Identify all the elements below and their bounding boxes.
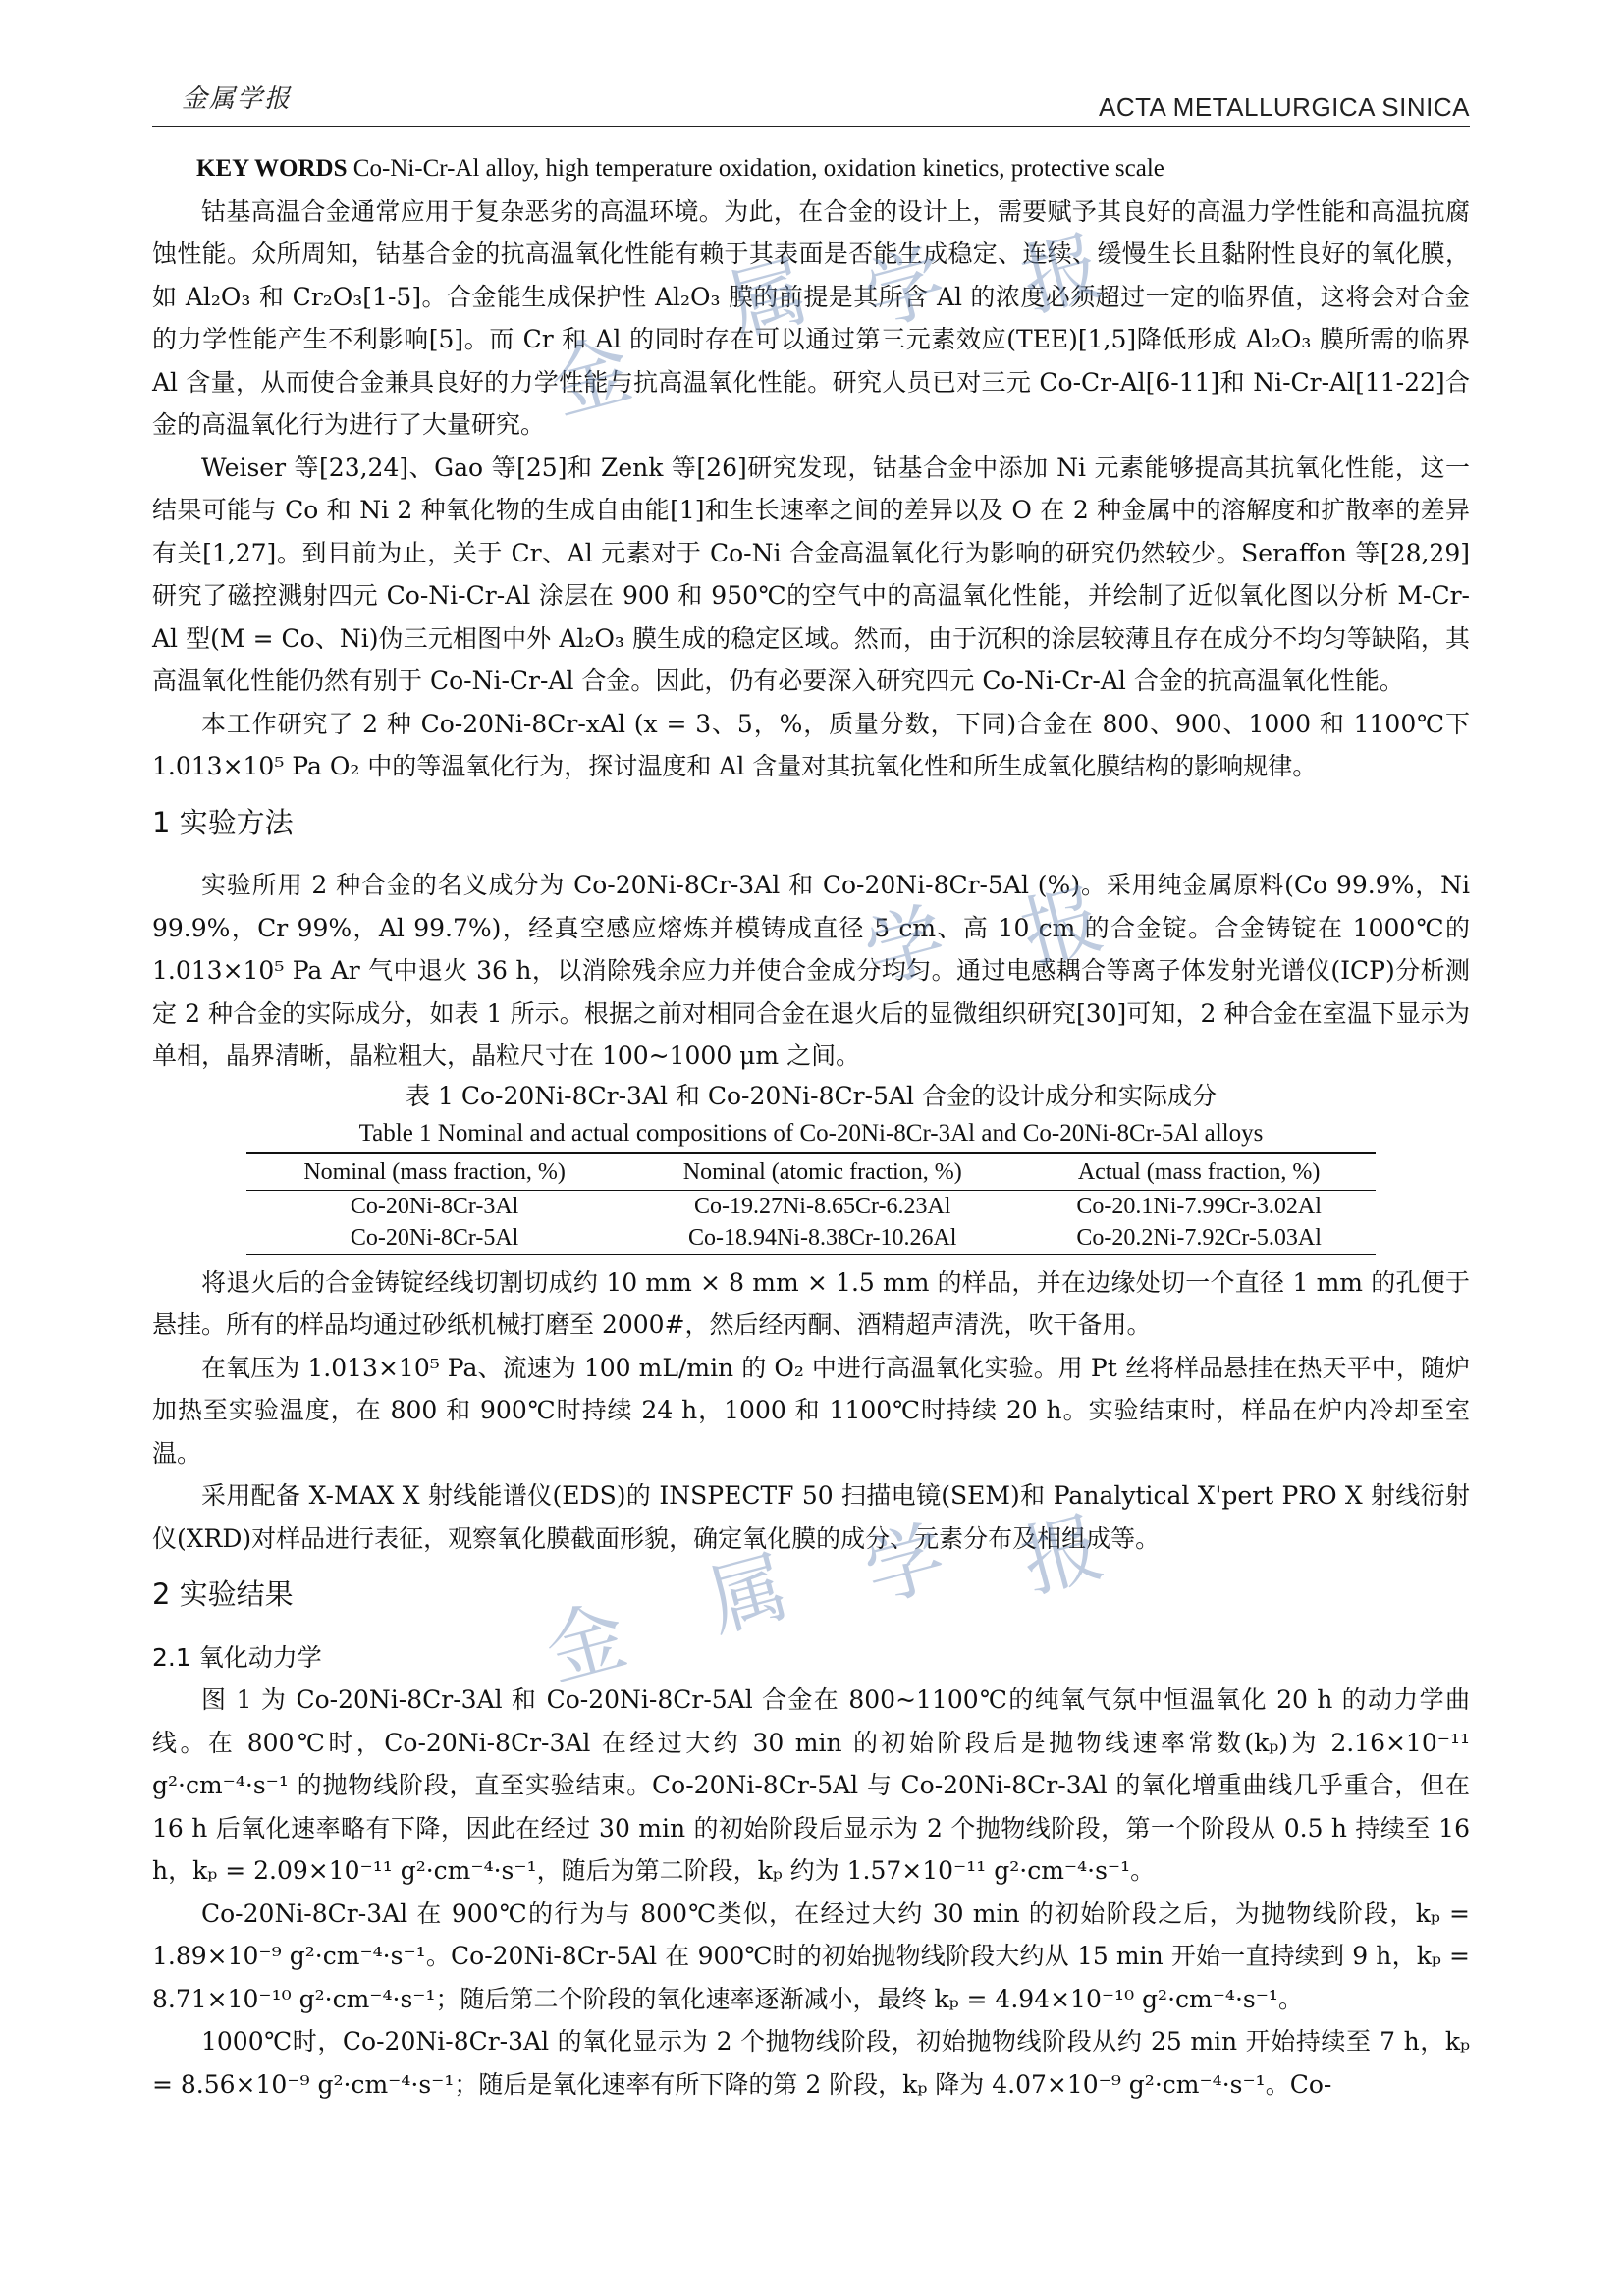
intro-paragraph-2: Weiser 等[23,24]、Gao 等[25]和 Zenk 等[26]研究发现，钴基合金中添加 Ni 元素能够提高其抗氧化性能，这一结果可能与 Co 和 Ni 2 种氧化物的生成自由能[1]和生长速率之间的差异以及 O 在 2 种金属中的溶解度和扩散率的差异有关[1,27]。到目前为止，关于 Cr、Al 元素对于 Co-Ni 合金高温氧化行为影响的研究仍然较少。Seraffon 等[28,29]研究了磁控溅射四元 Co-Ni-Cr-Al 涂层在 900 和 950℃的空气中的高温氧化性能，并绘制了近似氧化图以分析 M-Cr-Al 型(M = Co、Ni)伪三元相图中外 Al₂O₃ 膜生成的稳定区域。然而，由于沉积的涂层较薄且存在成分不均匀等缺陷，其高温氧化性能仍然有别于 Co-Ni-Cr-Al 合金。因此，仍有必要深入研究四元 Co-Ni-Cr-Al 合金的抗高温氧化性能。 (152, 453, 1470, 695)
watermark-char: 属 (698, 1539, 798, 1649)
table-caption-en: Table 1 Nominal and actual compositions of Co-20Ni-8Cr-3Al and Co-20Ni-8Cr-5Al alloys (358, 1119, 1264, 1147)
watermark-char: 报 (1012, 219, 1112, 329)
section-2-1-title: 2.1 氧化动力学 (152, 1642, 322, 1672)
table-cell: Co-20Ni-8Cr-5Al (246, 1222, 623, 1255)
watermark-char: 学 (855, 234, 955, 344)
keywords-text: Co-Ni-Cr-Al alloy, high temperature oxidation, oxidation kinetics, protective scale (347, 155, 1164, 182)
table-header-cell: Nominal (atomic fraction, %) (623, 1153, 1022, 1191)
table-cell: Co-18.94Ni-8.38Cr-10.26Al (623, 1222, 1022, 1255)
section-2-paragraph-3: 1000℃时，Co-20Ni-8Cr-3Al 的氧化显示为 2 个抛物线阶段，初始抛物线阶段从约 25 min 开始持续至 7 h，kₚ = 8.56×10⁻⁹ g²·cm⁻⁴·s⁻¹；随后是氧化速率有所下降的第 2 阶段，kₚ 降为 4.07×10⁻⁹ g²·cm⁻⁴·s⁻¹。Co- (152, 2027, 1470, 2099)
journal-title: ACTA METALLURGICA SINICA (1098, 92, 1470, 122)
table-row (246, 1190, 1376, 1222)
table-header-cell: Actual (mass fraction, %) (1022, 1153, 1376, 1191)
table-cell: Co-19.27Ni-8.65Cr-6.23Al (693, 1193, 951, 1219)
watermark-char: 属 (718, 243, 818, 353)
table-caption-cn: 表 1 Co-20Ni-8Cr-3Al 和 Co-20Ni-8Cr-5Al 合金的设计成分和实际成分 (406, 1081, 1217, 1110)
header-rule (152, 126, 1470, 127)
section-1-paragraph-2: 将退火后的合金铸锭经线切割切成约 10 mm × 8 mm × 1.5 mm 的样品，并在边缘处切一个直径 1 mm 的孔便于悬挂。所有的样品均通过砂纸机械打磨至 2000#，然后经丙酮、酒精超声清洗，吹干备用。 (152, 1267, 1470, 1339)
page-content (152, 147, 1470, 2106)
section-1-paragraph-3: 在氧压为 1.013×10⁵ Pa、流速为 100 mL/min 的 O₂ 中进行高温氧化实验。用 Pt 丝将样品悬挂在热天平中，随炉加热至实验温度，在 800 和 900℃时持续 24 h，1000 和 1100℃时持续 20 h。实验结束时，样品在炉内冷却至室温。 (152, 1353, 1470, 1468)
journal-logo: 金属学报 (182, 84, 293, 114)
table-cell: Co-20.1Ni-7.99Cr-3.02Al (1076, 1193, 1322, 1219)
section-2-paragraph-2: Co-20Ni-8Cr-3Al 在 900℃的行为与 800℃类似，在经过大约 30 min 的初始阶段之后，为抛物线阶段，kₚ = 1.89×10⁻⁹ g²·cm⁻⁴·s⁻¹。Co-20Ni-8Cr-5Al 在 900℃时的初始抛物线阶段大约从 15 min 开始一直持续到 9 h，kₚ = 8.71×10⁻¹⁰ g²·cm⁻⁴·s⁻¹；随后第二个阶段的氧化速率逐渐减小，最终 kₚ = 4.94×10⁻¹⁰ g²·cm⁻⁴·s⁻¹。 (152, 1898, 1470, 2013)
section-1-paragraph-1: 实验所用 2 种合金的名义成分为 Co-20Ni-8Cr-3Al 和 Co-20Ni-8Cr-5Al (%)。采用纯金属原料(Co 99.9%，Ni 99.9%，Cr 99%，Al 99.7%)，经真空感应熔炼并模铸成直径 5 cm、高 10 cm 的合金锭。合金铸锭在 1000℃的 1.013×10⁵ Pa Ar 气中退火 36 h，以消除残余应力并使合金成分均匀。通过电感耦合等离子体发射光谱仪(ICP)分析测定 2 种合金的实际成分，如表 1 所示。根据之前对相同合金在退火后的显微组织研究[30]可知，2 种合金在室温下显示为单相，晶界清晰，晶粒粗大，晶粒尺寸在 100~1000 μm 之间。 (152, 871, 1470, 1070)
keywords-label: KEY WORDS (196, 155, 348, 182)
watermark-char: 金 (536, 1588, 636, 1698)
table-header-cell: Nominal (mass fraction, %) (246, 1153, 623, 1191)
watermark-char: 学 (855, 1510, 955, 1620)
intro-paragraph-3: 本工作研究了 2 种 Co-20Ni-8Cr-xAl (x = 3、5，%，质量分数，下同)合金在 800、900、1000 和 1100℃下 1.013×10⁵ Pa O₂ 中的等温氧化行为，探讨温度和 Al 含量对其抗氧化性和所生成氧化膜结构的影响规律。 (152, 709, 1470, 780)
watermark-char: 报 (1012, 872, 1112, 982)
page-header (152, 71, 1470, 130)
table-cell: Co-20.2Ni-7.92Cr-5.03Al (1022, 1222, 1376, 1255)
table-cell: Co-20Ni-8Cr-3Al (350, 1193, 519, 1219)
section-1-title: 1 实验方法 (152, 805, 294, 839)
section-1-paragraph-4: 采用配备 X-MAX X 射线能谱仪(EDS)的 INSPECTF 50 扫描电镜(SEM)和 Panalytical X'pert PRO X 射线衍射仪(XRD)对样品进行表征，观察氧化膜截面形貌，确定氧化膜的成分、元素分布及相组成等。 (152, 1481, 1470, 1553)
watermark-char: 学 (855, 891, 955, 1001)
watermark-char: 报 (1012, 1500, 1112, 1610)
composition-table (246, 1152, 1376, 1255)
watermark-char: 金 (541, 322, 641, 432)
section-2-title: 2 实验结果 (152, 1577, 294, 1611)
section-2-paragraph-1: 图 1 为 Co-20Ni-8Cr-3Al 和 Co-20Ni-8Cr-5Al 合金在 800~1100℃的纯氧气氛中恒温氧化 20 h 的动力学曲线。在 800℃时，Co-20Ni-8Cr-3Al 在经过大约 30 min 的初始阶段后是抛物线速率常数(kₚ)为 2.16×10⁻¹¹ g²·cm⁻⁴·s⁻¹ 的抛物线阶段，直至实验结束。Co-20Ni-8Cr-5Al 与 Co-20Ni-8Cr-3Al 的氧化增重曲线几乎重合，但在 16 h 后氧化速率略有下降，因此在经过 30 min 的初始阶段后显示为 2 个抛物线阶段，第一个阶段从 0.5 h 持续至 16 h，kₚ = 2.09×10⁻¹¹ g²·cm⁻⁴·s⁻¹，随后为第二阶段，kₚ 约为 1.57×10⁻¹¹ g²·cm⁻⁴·s⁻¹。 (152, 1685, 1470, 1885)
table-row (246, 1222, 1376, 1255)
table-header-row (246, 1153, 1376, 1191)
keywords (152, 147, 1470, 190)
intro-paragraph-1: 钴基高温合金通常应用于复杂恶劣的高温环境。为此，在合金的设计上，需要赋予其良好的高温力学性能和高温抗腐蚀性能。众所周知，钴基合金的抗高温氧化性能有赖于其表面是否能生成稳定、连续、缓慢生长且黏附性良好的氧化膜，如 Al₂O₃ 和 Cr₂O₃[1-5]。合金能生成保护性 Al₂O₃ 膜的前提是其所含 Al 的浓度必须超过一定的临界值，这将会对合金的力学性能产生不利影响[5]。而 Cr 和 Al 的同时存在可以通过第三元素效应(TEE)[1,5]降低形成 Al₂O₃ 膜所需的临界 Al 含量，从而使合金兼具良好的力学性能与抗高温氧化性能。研究人员已对三元 Co-Cr-Al[6-11]和 Ni-Cr-Al[11-22]合金的高温氧化行为进行了大量研究。 (152, 196, 1470, 439)
